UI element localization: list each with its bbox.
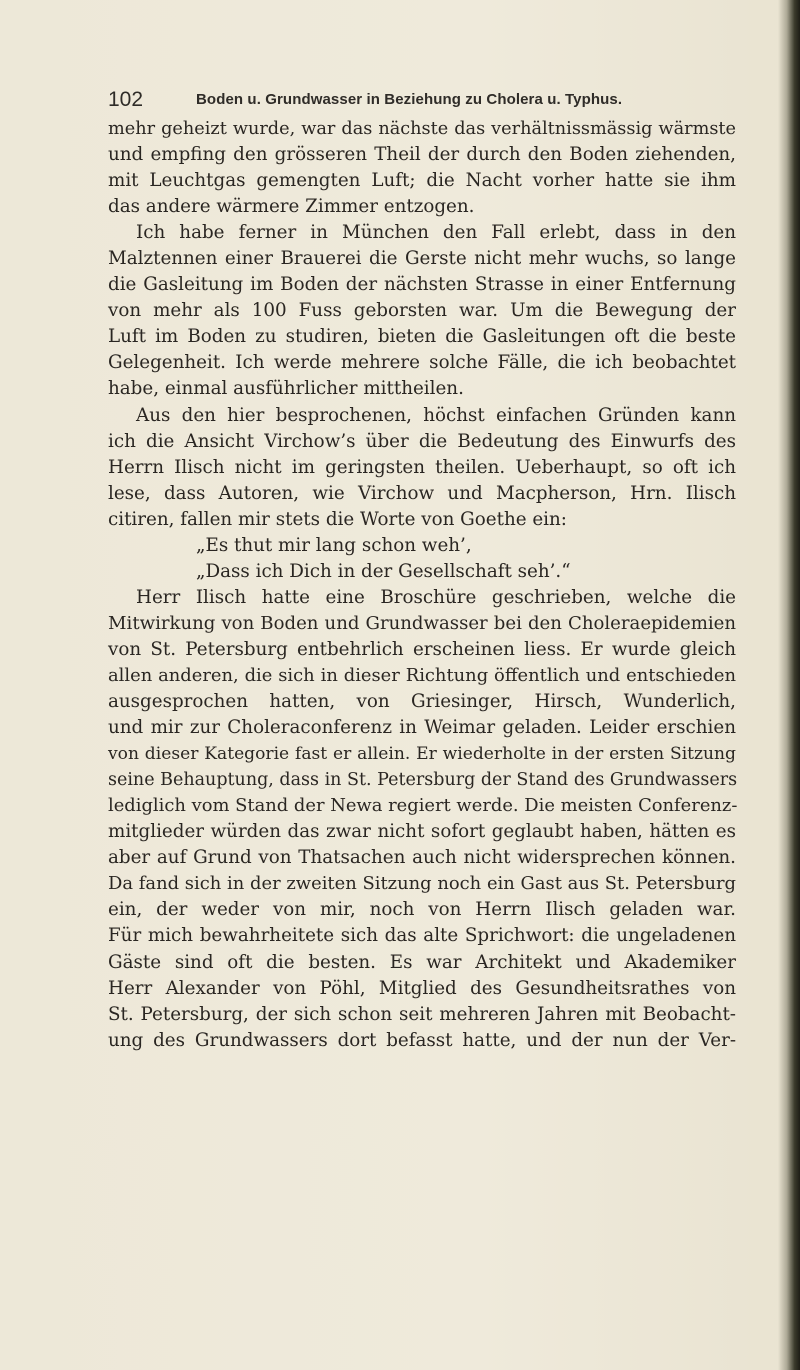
running-head: Boden u. Grundwasser in Beziehung zu Cholera u. Typhus. xyxy=(196,91,623,108)
text-line: aber auf Grund von Thatsachen auch nicht widersprechen können. xyxy=(108,847,736,869)
text-line: Herr Ilisch hatte eine Broschüre geschrieben, welche die xyxy=(136,586,736,608)
text-line: lese, dass Autoren, wie Virchow und Macpherson, Hrn. Ilisch xyxy=(108,482,736,504)
text-line: ein, der weder von mir, noch von Herrn Ilisch geladen war. xyxy=(108,899,736,921)
text-line: von dieser Kategorie fast er allein. Er wiederholte in der ersten Sitzung xyxy=(108,744,736,765)
text-line: lediglich vom Stand der Newa regiert werde. Die meisten Conferenz- xyxy=(108,795,738,817)
text-line: Ich habe ferner in München den Fall erlebt, dass in den xyxy=(136,222,736,244)
text-line: St. Petersburg, der sich schon seit mehreren Jahren mit Beobacht- xyxy=(108,1003,736,1025)
text-line: von mehr als 100 Fuss geborsten war. Um die Bewegung der xyxy=(108,300,736,322)
text-line: mit Leuchtgas gemengten Luft; die Nacht vorher hatte sie ihm xyxy=(108,170,736,192)
text-line: ich die Ansicht Virchow’s über die Bedeutung des Einwurfs des xyxy=(108,430,736,452)
text-line: Mitwirkung von Boden und Grundwasser bei den Choleraepidemien xyxy=(108,612,736,634)
page-number: 102 xyxy=(108,88,144,111)
text-line: „Es thut mir lang schon weh’, xyxy=(196,534,472,556)
text-line: das andere wärmere Zimmer entzogen. xyxy=(108,196,475,218)
text-line: Gelegenheit. Ich werde mehrere solche Fälle, die ich beobachtet xyxy=(108,352,736,374)
text-line: Aus den hier besprochenen, höchst einfachen Gründen kann xyxy=(136,404,736,426)
text-line: „Dass ich Dich in der Gesellschaft seh’.“ xyxy=(196,560,571,582)
text-line: Herrn Ilisch nicht im geringsten theilen. Ueberhaupt, so oft ich xyxy=(108,456,736,478)
text-line: Da fand sich in der zweiten Sitzung noch ein Gast aus St. Petersburg xyxy=(108,873,736,895)
body-text xyxy=(108,116,736,1054)
text-line: citiren, fallen mir stets die Worte von Goethe ein: xyxy=(108,508,567,530)
text-line: und mir zur Choleraconferenz in Weimar geladen. Leider erschien xyxy=(108,717,736,739)
text-line: mehr geheizt wurde, war das nächste das verhältnissmässig wärmste xyxy=(108,119,736,139)
text-line: ung des Grundwassers dort befasst hatte, und der nun der Ver- xyxy=(108,1029,736,1051)
text-line: habe, einmal ausführlicher mittheilen. xyxy=(108,378,464,400)
text-line: die Gasleitung im Boden der nächsten Strasse in einer Entfernung xyxy=(108,274,736,296)
text-line: Für mich bewahrheitete sich das alte Sprichwort: die ungeladenen xyxy=(108,925,736,947)
text-line: ausgesprochen hatten, von Griesinger, Hirsch, Wunderlich, xyxy=(108,691,736,713)
text-line: Malztennen einer Brauerei die Gerste nicht mehr wuchs, so lange xyxy=(108,248,736,270)
text-line: von St. Petersburg entbehrlich erscheinen liess. Er wurde gleich xyxy=(108,638,736,660)
text-line: und empfing den grösseren Theil der durch den Boden ziehenden, xyxy=(108,144,736,166)
text-line: seine Behauptung, dass in St. Petersburg der Stand des Grundwassers xyxy=(108,770,738,791)
text-line: Luft im Boden zu studiren, bieten die Gasleitungen oft die beste xyxy=(108,326,736,348)
text-line: Gäste sind oft die besten. Es war Architekt und Akademiker xyxy=(108,951,736,973)
book-binding-edge xyxy=(778,0,800,1370)
page-header xyxy=(108,88,728,114)
text-line: mitglieder würden das zwar nicht sofort geglaubt haben, hätten es xyxy=(108,821,736,843)
text-line: Herr Alexander von Pöhl, Mitglied des Gesundheitsrathes von xyxy=(108,977,736,999)
text-line: allen anderen, die sich in dieser Richtung öffentlich und entschieden xyxy=(108,664,736,686)
